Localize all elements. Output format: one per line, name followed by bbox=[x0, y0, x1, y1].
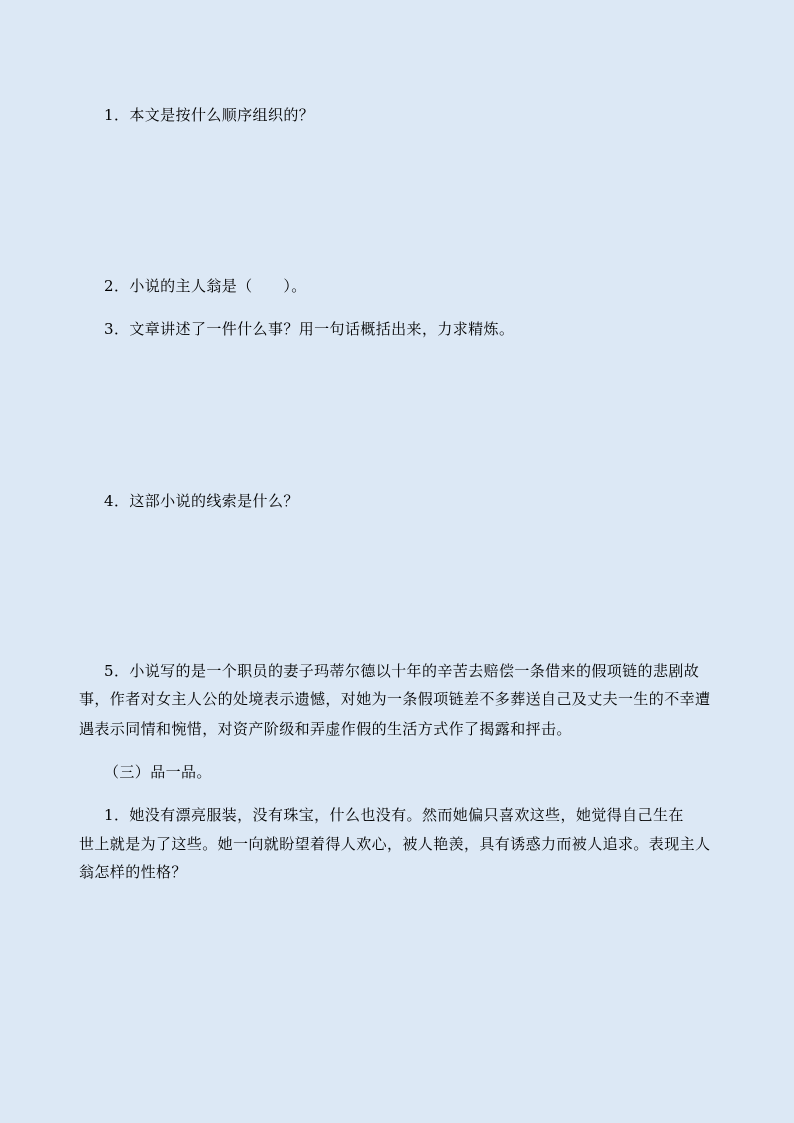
question-5-line-1: 5．小说写的是一个职员的妻子玛蒂尔德以十年的辛苦去赔偿一条借来的假项链的悲剧故 bbox=[104, 662, 700, 680]
section-3-question-1-line-1: 1．她没有漂亮服装，没有珠宝，什么也没有。然而她偏只喜欢这些，她觉得自己生在 bbox=[104, 806, 684, 824]
section-3-question-1-line-3: 翁怎样的性格？ bbox=[79, 863, 187, 881]
question-5-line-2: 事，作者对女主人公的处境表示遗憾，对她为一条假项链差不多葬送自己及丈夫一生的不幸遭 bbox=[79, 690, 711, 708]
question-1: 1．本文是按什么顺序组织的？ bbox=[104, 106, 315, 124]
question-4: 4．这部小说的线索是什么？ bbox=[104, 492, 299, 510]
section-3-heading: （三）品一品。 bbox=[104, 763, 212, 781]
section-3-question-1-line-2: 世上就是为了这些。她一向就盼望着得人欢心，被人艳羡，具有诱惑力而被人追求。表现主人 bbox=[79, 835, 711, 853]
question-5-line-3: 遇表示同情和惋惜，对资产阶级和弄虚作假的生活方式作了揭露和抨击。 bbox=[79, 720, 572, 738]
question-2: 2．小说的主人翁是（ ）。 bbox=[104, 277, 307, 295]
question-3: 3．文章讲述了一件什么事？用一句话概括出来，力求精炼。 bbox=[104, 320, 515, 338]
